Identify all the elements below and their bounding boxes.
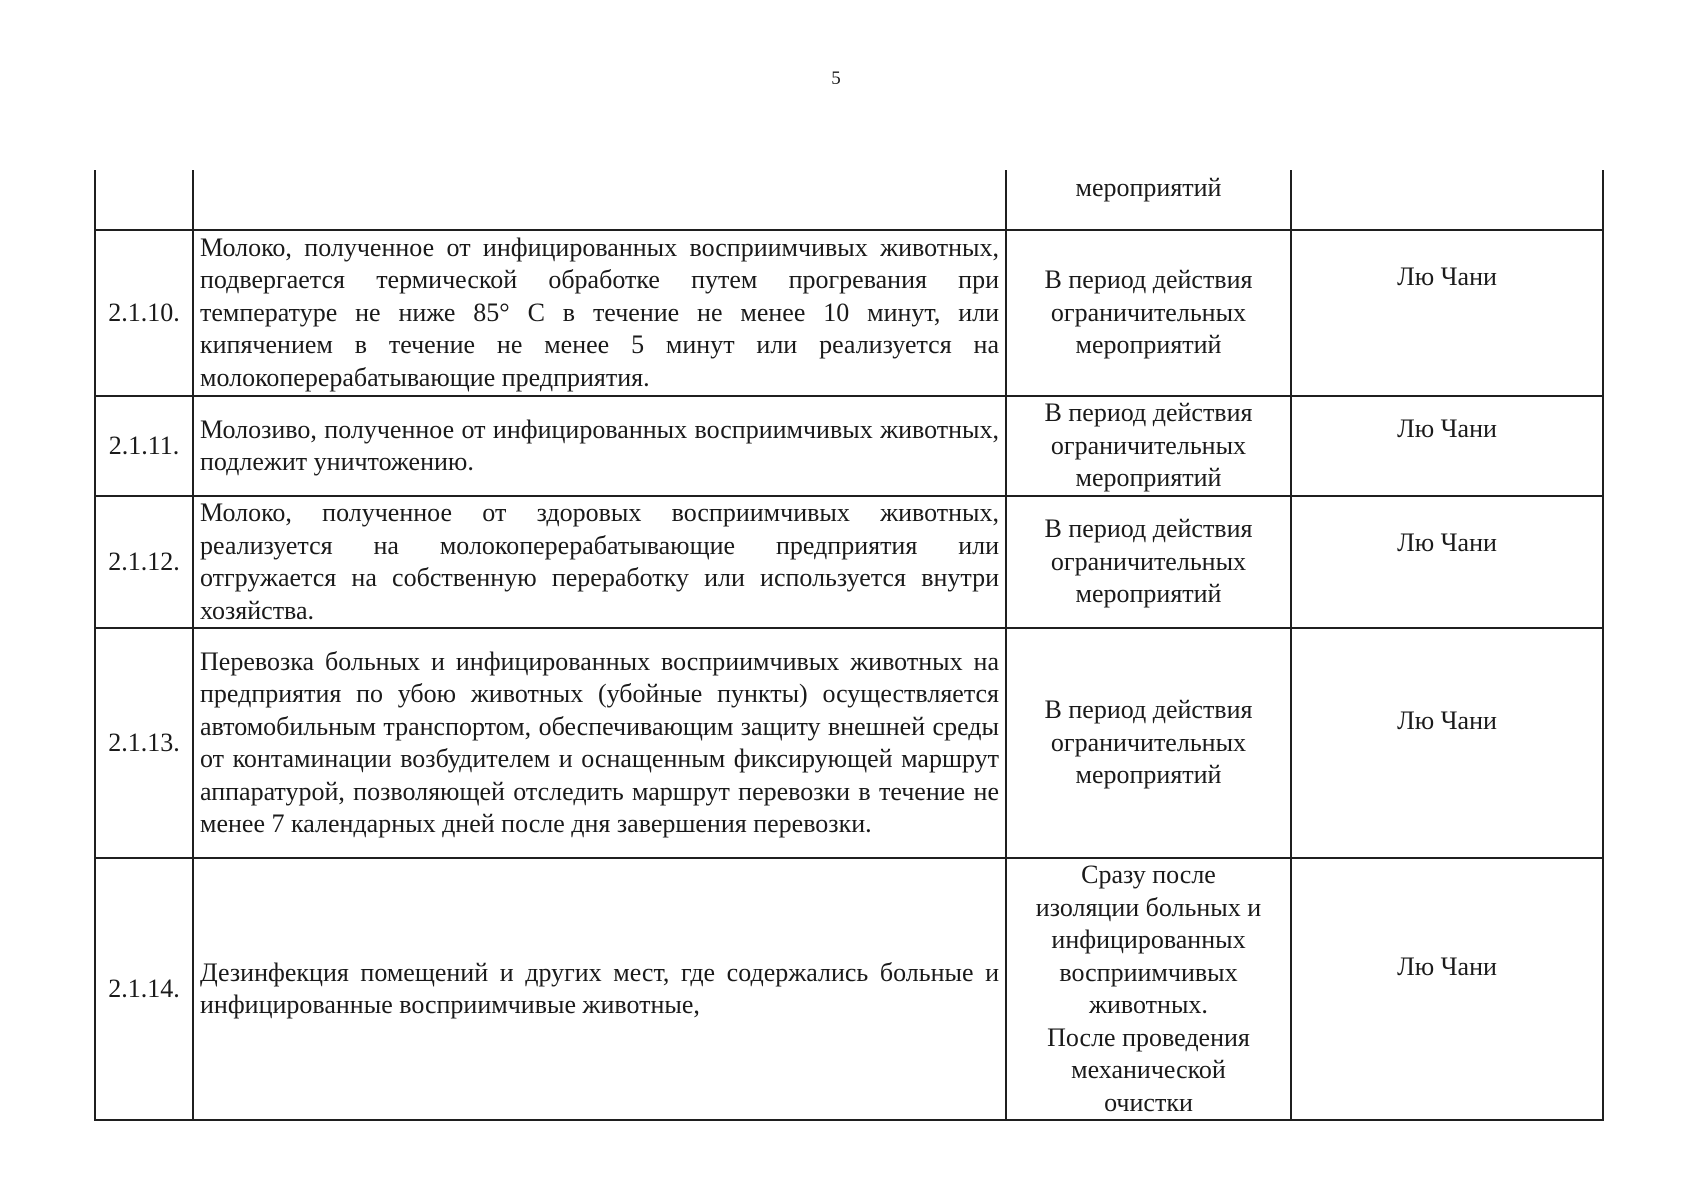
- period-line: ограничительных: [1050, 727, 1247, 757]
- period-line: очистки: [1104, 1087, 1193, 1117]
- table-row: [95, 496, 1603, 628]
- row-responsible: Лю Чани: [1291, 230, 1603, 396]
- period-line: изоляции больных и: [1035, 892, 1262, 922]
- measures-table: [94, 170, 1604, 1121]
- period-line: В период действия: [1044, 514, 1253, 544]
- row-period: [1006, 396, 1291, 496]
- row-period: [1006, 858, 1291, 1120]
- period-line: В период действия: [1044, 695, 1253, 725]
- period-line: ограничительных: [1050, 297, 1247, 327]
- row-number: 2.1.12.: [95, 496, 193, 628]
- period-line: мероприятий: [1075, 330, 1222, 360]
- period-line: мероприятий: [1075, 173, 1222, 202]
- row-number: [95, 170, 193, 230]
- row-number: 2.1.14.: [95, 858, 193, 1120]
- period-line: мероприятий: [1075, 760, 1222, 790]
- row-responsible: Лю Чани: [1291, 858, 1603, 1120]
- row-number: 2.1.11.: [95, 396, 193, 496]
- row-period: [1006, 496, 1291, 628]
- row-measure-text: [193, 170, 1006, 230]
- row-period: [1006, 230, 1291, 396]
- period-line: животных.: [1089, 990, 1208, 1019]
- row-measure-text: Молоко, полученное от здоровых восприимчивых животных, реализуется на молокоперерабатывающие предприятия или отгружается на собственную переработку или используется внутри хозяйства.: [193, 496, 1006, 628]
- period-line: механической: [1071, 1055, 1226, 1084]
- period-line: восприимчивых: [1059, 957, 1238, 987]
- table-row: [95, 628, 1603, 858]
- row-responsible: Лю Чани: [1291, 496, 1603, 628]
- row-period: [1006, 628, 1291, 858]
- row-number: 2.1.10.: [95, 230, 193, 396]
- row-period: [1006, 170, 1291, 230]
- period-line: ограничительных: [1050, 430, 1247, 460]
- period-line: мероприятий: [1075, 463, 1222, 493]
- period-line: ограничительных: [1050, 546, 1247, 576]
- row-responsible: Лю Чани: [1291, 396, 1603, 496]
- period-line: После проведения: [1047, 1022, 1250, 1052]
- period-line: В период действия: [1044, 398, 1253, 428]
- period-line: В период действия: [1044, 265, 1253, 295]
- table-row: [95, 858, 1603, 1120]
- table-row: [95, 396, 1603, 496]
- row-responsible: [1291, 170, 1603, 230]
- row-measure-text: Молозиво, полученное от инфицированных восприимчивых животных, подлежит уничтожению.: [193, 396, 1006, 496]
- row-number: 2.1.13.: [95, 628, 193, 858]
- period-line: инфицированных: [1051, 925, 1246, 954]
- table-row: [95, 230, 1603, 396]
- row-responsible: Лю Чани: [1291, 628, 1603, 858]
- row-measure-text: Молоко, полученное от инфицированных восприимчивых животных, подвергается термической обработке путем прогревания при температуре не ниже 85° С в течение не менее 10 минут, или кипячением в течение не менее 5 минут или реализуется на молокоперерабатывающие предприятия.: [193, 230, 1006, 396]
- period-line: мероприятий: [1075, 579, 1222, 609]
- page-number: 5: [831, 68, 841, 89]
- row-measure-text: Перевозка больных и инфицированных восприимчивых животных на предприятия по убою животных (убойные пункты) осуществляется автомобильным транспортом, обеспечивающим защиту внешней среды от контаминации возбудителем и оснащенным фиксирующей маршрут аппаратурой, позволяющей отследить маршрут перевозки в течение не менее 7 календарных дней после дня завершения перевозки.: [193, 628, 1006, 858]
- row-measure-text: Дезинфекция помещений и других мест, где содержались больные и инфицированные восприимчивые животные,: [193, 858, 1006, 1120]
- table-row-continuation: [95, 170, 1603, 230]
- period-line: Сразу после: [1081, 860, 1216, 889]
